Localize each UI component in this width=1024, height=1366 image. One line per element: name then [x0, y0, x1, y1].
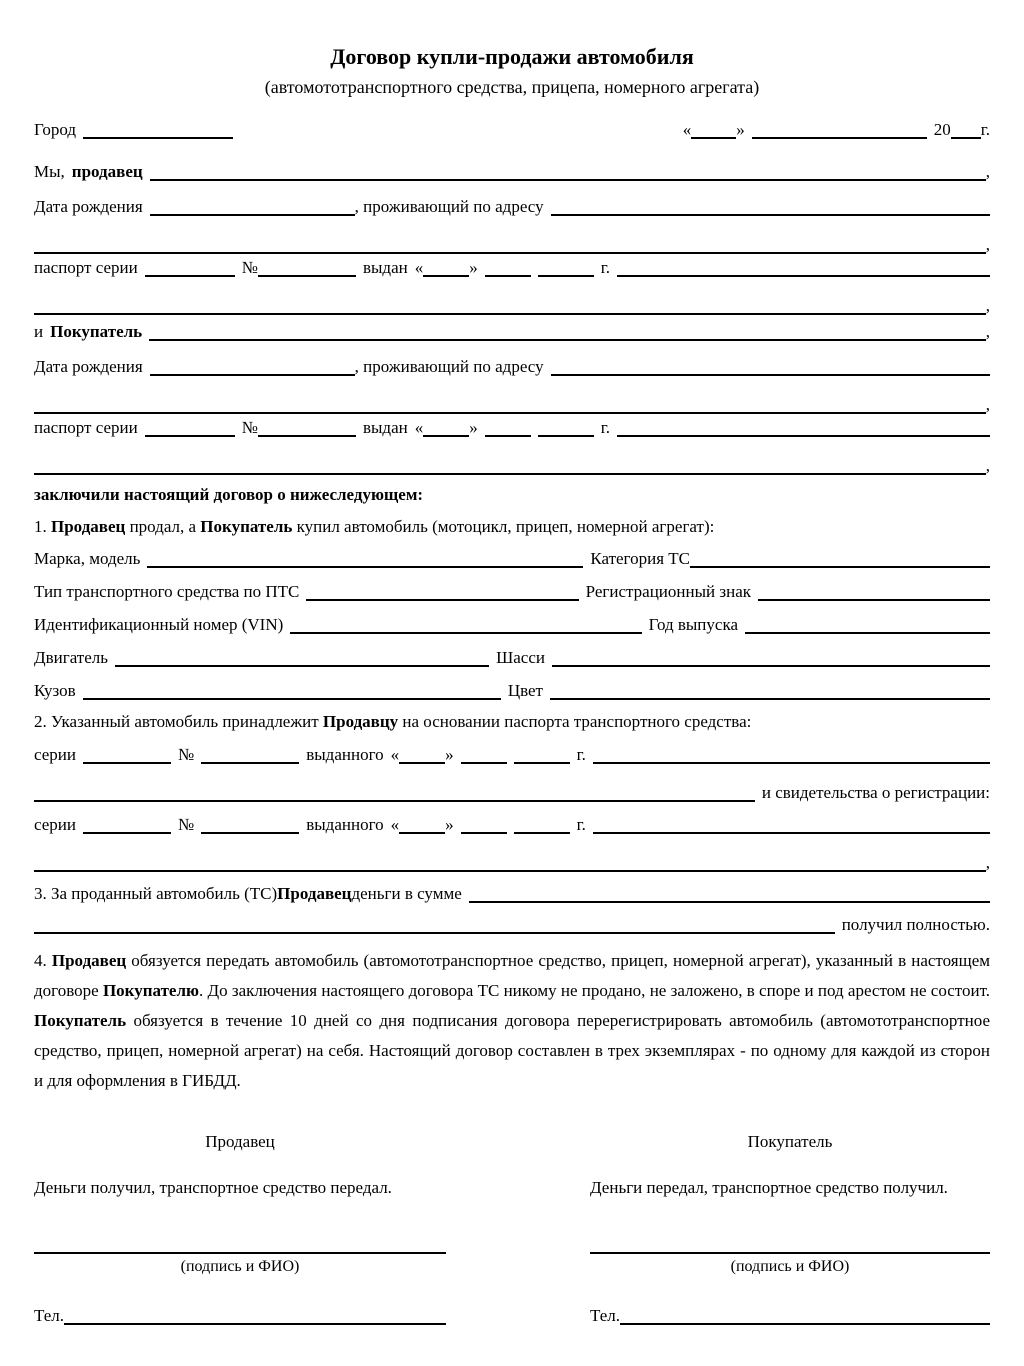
buyer-passport-issued-label: выдан: [362, 418, 408, 437]
sts-series-field[interactable]: [83, 815, 171, 834]
sts-day-field[interactable]: [399, 815, 445, 834]
buyer-and-label: и: [34, 322, 44, 341]
number-sign: №: [178, 745, 195, 764]
buyer-signature-column: [590, 1132, 990, 1325]
buyer-passport-issuer-field[interactable]: [617, 418, 990, 437]
buyer-passport-label: паспорт серии: [34, 418, 138, 437]
seller-passport-year-field[interactable]: [538, 258, 594, 277]
clause1-seller-word: Продавец: [51, 517, 126, 536]
clause1-heading: [34, 517, 990, 536]
seller-phone-field[interactable]: [64, 1306, 446, 1325]
clause2-post-text: на основании паспорта транспортного средства:: [398, 712, 752, 731]
seller-passport-row: [34, 258, 990, 277]
seller-passport-cont-row: [34, 296, 990, 315]
document-title: Договор купли-продажи автомобиля: [330, 44, 694, 69]
seller-passport-label: паспорт серии: [34, 258, 138, 277]
clause3-post-text: деньги в сумме: [351, 884, 462, 903]
date-century: 20: [933, 120, 951, 139]
date-month-field[interactable]: [752, 120, 927, 139]
quote-open: «: [414, 258, 424, 277]
seller-role-label: продавец: [71, 162, 143, 181]
seller-birth-label: Дата рождения: [34, 197, 143, 216]
city-date-row: [34, 120, 990, 139]
quote-close: »: [469, 418, 478, 437]
clause4-text-2: . До заключения настоящего договора ТС никому не продано, не заложено, в споре и под арестом не состоит.: [199, 981, 991, 1000]
body-field[interactable]: [83, 681, 501, 700]
pts-series-row: [34, 745, 990, 764]
date-quote-open: «: [682, 120, 692, 139]
sum-field-2[interactable]: [34, 915, 835, 934]
vin-field[interactable]: [290, 615, 641, 634]
clause4-number: 4.: [34, 951, 52, 970]
seller-passport-month-field[interactable]: [485, 258, 531, 277]
seller-birth-address-row: [34, 197, 990, 216]
seller-signature-column: [34, 1132, 446, 1325]
buyer-passport-day-field[interactable]: [423, 418, 469, 437]
clause4-text-3: обязуется в течение 10 дней со дня подписания договора перерегистрировать автомобиль (автомототранспортное средство, прицеп, номерной агрегат) на себя. Настоящий договор составлен в трех экземплярах - по одному для каждой из сторон и для оформления в ГИБДД.: [34, 1011, 990, 1090]
year-suffix: г.: [600, 418, 611, 437]
clause4-buyer-dative-word: Покупателю: [102, 981, 199, 1000]
buyer-statement: Деньги передал, транспортное средство получил.: [590, 1178, 948, 1197]
sts-issued-label: выданного: [306, 815, 384, 834]
city-field[interactable]: [83, 120, 233, 139]
comma: ,: [985, 853, 990, 872]
clause1-rest-text: купил автомобиль (мотоцикл, прицеп, номерной агрегат):: [292, 517, 715, 536]
year-of-make-field[interactable]: [745, 615, 990, 634]
sts-year-field[interactable]: [514, 815, 570, 834]
buyer-signature-caption: (подпись и ФИО): [730, 1258, 850, 1275]
seller-passport-number-field[interactable]: [258, 258, 356, 277]
seller-passport-issuer-field[interactable]: [617, 258, 990, 277]
sts-month-field[interactable]: [461, 815, 507, 834]
seller-address-field[interactable]: [551, 197, 990, 216]
sum-field[interactable]: [469, 884, 990, 903]
seller-name-field[interactable]: [150, 162, 986, 181]
seller-passport-issuer-field-2[interactable]: [34, 296, 986, 315]
date-quote-close: »: [736, 120, 745, 139]
seller-name-row: [34, 162, 990, 181]
clause1-mid-text: продал, а: [125, 517, 201, 536]
number-sign: №: [178, 815, 195, 834]
color-label: Цвет: [507, 681, 543, 700]
chassis-label: Шасси: [496, 648, 545, 667]
quote-close: »: [445, 745, 454, 764]
buyer-passport-issuer-field-2[interactable]: [34, 456, 986, 475]
registration-label: и свидетельства о регистрации:: [761, 783, 990, 802]
buyer-role-label: Покупатель: [50, 322, 143, 341]
year-suffix: г.: [600, 258, 611, 277]
signature-section: [34, 1132, 990, 1325]
buyer-name-field[interactable]: [149, 322, 986, 341]
seller-we-label: Мы,: [34, 162, 65, 181]
seller-passport-issued-label: выдан: [362, 258, 408, 277]
engine-field[interactable]: [115, 648, 489, 667]
clause2-pre-text: 2. Указанный автомобиль принадлежит: [34, 712, 323, 731]
clause3-pre-text: 3. За проданный автомобиль (ТС): [34, 884, 278, 903]
pts-issuer-field[interactable]: [593, 745, 990, 764]
pts-number-field[interactable]: [201, 745, 299, 764]
year-suffix: г.: [576, 815, 586, 834]
clause4-paragraph: [34, 946, 990, 1096]
buyer-phone-label: Тел.: [590, 1306, 621, 1325]
pts-issuer-field-2[interactable]: [34, 783, 755, 802]
pts-type-label: Тип транспортного средства по ПТС: [34, 582, 300, 601]
received-label: получил полностью.: [841, 915, 990, 934]
comma: ,: [985, 162, 990, 181]
registration-row: [34, 783, 990, 802]
sts-issuer-field-2[interactable]: [34, 853, 986, 872]
buyer-birth-address-row: [34, 357, 990, 376]
agreement-intro: заключили настоящий договор о нижеследующем:: [34, 485, 424, 504]
quote-close: »: [469, 258, 478, 277]
clause3-seller-word: Продавец: [277, 884, 352, 903]
sts-series-row: [34, 815, 990, 834]
pts-year-field[interactable]: [514, 745, 570, 764]
seller-signature-caption: (подпись и ФИО): [180, 1258, 300, 1275]
quote-open: «: [390, 745, 400, 764]
make-model-label: Марка, модель: [34, 549, 141, 568]
year-of-make-label: Год выпуска: [648, 615, 738, 634]
clause1-number: 1.: [34, 517, 51, 536]
quote-open: «: [390, 815, 400, 834]
reg-plate-label: Регистрационный знак: [585, 582, 751, 601]
pts-type-field[interactable]: [306, 582, 578, 601]
seller-address-label: , проживающий по адресу: [354, 197, 544, 216]
buyer-passport-cont-row: [34, 456, 990, 475]
seller-statement: Деньги получил, транспортное средство передал.: [34, 1178, 392, 1197]
number-sign: №: [241, 258, 258, 277]
buyer-phone-row: [590, 1306, 990, 1325]
pts-month-field[interactable]: [461, 745, 507, 764]
body-color-row: [34, 681, 990, 700]
clause1-buyer-word: Покупатель: [200, 517, 293, 536]
seller-birth-field[interactable]: [150, 197, 355, 216]
date-year-suffix: г.: [980, 120, 990, 139]
quote-open: «: [414, 418, 424, 437]
buyer-passport-year-field[interactable]: [538, 418, 594, 437]
buyer-passport-series-field[interactable]: [145, 418, 235, 437]
buyer-address-field-2[interactable]: [34, 395, 986, 414]
seller-signature-field[interactable]: [34, 1234, 446, 1254]
quote-close: »: [445, 815, 454, 834]
year-suffix: г.: [576, 745, 586, 764]
document-subtitle: (автомототранспортного средства, прицепа, номерного агрегата): [264, 77, 760, 97]
clause2-seller-word: Продавцу: [322, 712, 399, 731]
seller-column-heading: Продавец: [205, 1132, 275, 1151]
clause4-text-1: обязуется передать автомобиль (автомототранспортное средство, прицеп, номерной агрегат), указанный в настоящем договоре: [34, 951, 990, 1000]
comma: ,: [985, 395, 990, 414]
color-field[interactable]: [550, 681, 990, 700]
pts-series-label: серии: [34, 745, 76, 764]
pts-series-field[interactable]: [83, 745, 171, 764]
date-year-field[interactable]: [951, 120, 981, 139]
buyer-passport-number-field[interactable]: [258, 418, 356, 437]
buyer-name-row: [34, 322, 990, 341]
sts-number-field[interactable]: [201, 815, 299, 834]
buyer-phone-field[interactable]: [620, 1306, 990, 1325]
buyer-passport-month-field[interactable]: [485, 418, 531, 437]
clause4-seller-word: Продавец: [51, 951, 127, 970]
clause4-buyer-word: Покупатель: [34, 1011, 127, 1030]
chassis-field[interactable]: [552, 648, 990, 667]
city-label: Город: [34, 120, 76, 139]
make-model-field[interactable]: [147, 549, 583, 568]
buyer-birth-label: Дата рождения: [34, 357, 143, 376]
vin-label: Идентификационный номер (VIN): [34, 615, 284, 634]
reg-plate-field[interactable]: [758, 582, 990, 601]
seller-phone-label: Тел.: [34, 1306, 65, 1325]
comma: ,: [985, 296, 990, 315]
sts-series-label: серии: [34, 815, 76, 834]
buyer-address-label: , проживающий по адресу: [354, 357, 544, 376]
clause3-row: [34, 884, 990, 903]
buyer-address-cont-row: [34, 395, 990, 414]
received-row: [34, 915, 990, 934]
buyer-address-field[interactable]: [551, 357, 990, 376]
comma: ,: [985, 235, 990, 254]
seller-address-field-2[interactable]: [34, 235, 986, 254]
category-field[interactable]: [690, 549, 990, 568]
engine-chassis-row: [34, 648, 990, 667]
pts-issued-label: выданного: [306, 745, 384, 764]
comma: ,: [985, 456, 990, 475]
buyer-passport-row: [34, 418, 990, 437]
clause2-heading: [34, 712, 990, 731]
comma: ,: [985, 322, 990, 341]
category-label: Категория ТС: [590, 549, 690, 568]
type-reg-row: [34, 582, 990, 601]
date-day-field[interactable]: [691, 120, 736, 139]
seller-address-cont-row: [34, 235, 990, 254]
sts-cont-row: [34, 853, 990, 872]
seller-passport-series-field[interactable]: [145, 258, 235, 277]
buyer-birth-field[interactable]: [150, 357, 355, 376]
pts-day-field[interactable]: [399, 745, 445, 764]
engine-label: Двигатель: [34, 648, 109, 667]
body-label: Кузов: [34, 681, 76, 700]
seller-passport-day-field[interactable]: [423, 258, 469, 277]
make-category-row: [34, 549, 990, 568]
number-sign: №: [241, 418, 258, 437]
seller-phone-row: [34, 1306, 446, 1325]
buyer-signature-field[interactable]: [590, 1234, 990, 1254]
sts-issuer-field[interactable]: [593, 815, 990, 834]
buyer-column-heading: Покупатель: [747, 1132, 833, 1151]
vin-year-row: [34, 615, 990, 634]
